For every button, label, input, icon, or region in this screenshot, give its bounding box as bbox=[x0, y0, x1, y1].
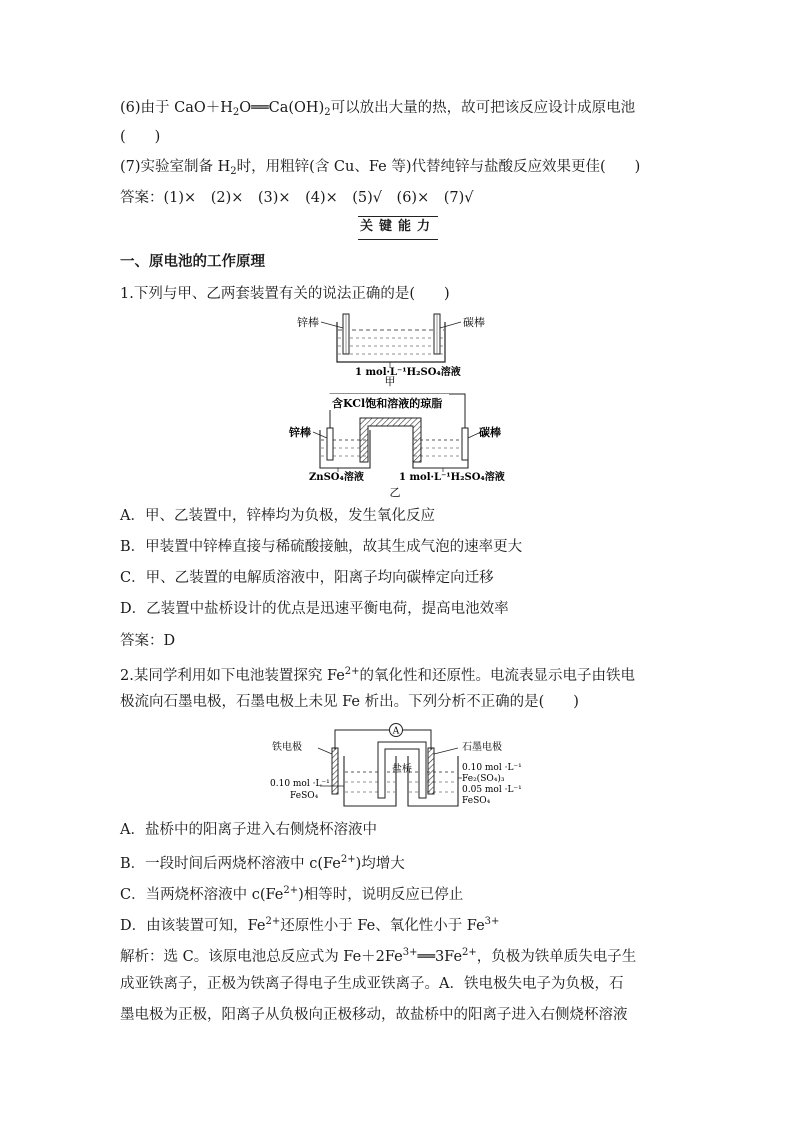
q1-option-a: A．甲、乙装置中，锌棒均为负极，发生氧化反应 bbox=[120, 508, 435, 524]
question-7-line: (7)实验室制备 $H_2$时，用粗锌(含 Cu、Fe 等)代替纯锌与盐酸反应效果更佳( ) bbox=[120, 159, 641, 177]
q2-right-conc2: 0.05 mol ·L⁻¹ bbox=[462, 785, 522, 795]
q2-left-electrode: 铁电极 bbox=[272, 742, 302, 753]
q2-option-b: B．一段时间后两烧杯溶液中 $c(Fe^{2+})$均增大 bbox=[120, 854, 405, 872]
jia-right-label: 碳棒 bbox=[463, 316, 485, 329]
yi-right-label: 碳棒 bbox=[479, 426, 501, 439]
q2-explanation-line2: 成亚铁离子，正极为铁离子得电子生成亚铁离子。A．铁电极失电子为负极，石 bbox=[120, 976, 624, 992]
q2-option-a: A．盐桥中的阳离子进入右侧烧杯溶液中 bbox=[120, 822, 377, 838]
question-6-line: (6)由于 $CaO+H_2O══Ca(OH)_2$可以放出大量的热，故可把该反应设计成原电池 bbox=[120, 100, 636, 118]
q1-answer: 答案：D bbox=[120, 633, 176, 649]
q2-bridge-label: 盐桥 bbox=[392, 764, 412, 775]
yi-caption: 乙 bbox=[389, 486, 401, 499]
q2-right-conc1: 0.10 mol ·L⁻¹ bbox=[462, 763, 522, 773]
yi-right-solution: 1 mol·L⁻¹H₂SO₄溶液 bbox=[399, 472, 505, 483]
jia-left-label: 锌棒 bbox=[297, 316, 319, 329]
q2-option-c: C．当两烧杯溶液中 $c(Fe^{2+})$相等时，说明反应已停止 bbox=[120, 885, 464, 903]
figure-yi bbox=[283, 388, 508, 500]
answers-line: 答案：(1)× (2)× (3)× (4)× (5)√ (6)× (7)√ bbox=[120, 190, 474, 206]
q2-right-solute2: FeSO₄ bbox=[462, 796, 491, 806]
q2-option-d: D．由该装置可知，$Fe^{2+}$还原性小于 Fe、氧化性小于 $Fe^{3+}$ bbox=[120, 916, 500, 934]
q2-explanation-line1: 解析：选 C。该原电池总反应式为 $Fe+2Fe^{3+}══3Fe^{2+}$，负极为铁单质失电子生 bbox=[120, 947, 637, 965]
q2-left-conc: 0.10 mol ·L⁻¹ bbox=[270, 779, 330, 789]
q2-stem-line2: 极流向石墨电极，石墨电极上未见 Fe 析出。下列分析不正确的是( ) bbox=[120, 694, 579, 710]
q1-option-c: C．甲、乙装置的电解质溶液中，阳离子均向碳棒定向迁移 bbox=[120, 570, 494, 586]
q2-explanation-line3: 墨电极为正极，阳离子从负极向正极移动，故盐桥中的阳离子进入右侧烧杯溶液 bbox=[120, 1007, 628, 1023]
yi-left-label: 锌棒 bbox=[289, 426, 311, 439]
q2-right-electrode: 石墨电极 bbox=[462, 742, 502, 753]
q2-left-solute: FeSO₄ bbox=[290, 791, 319, 801]
section-heading-box bbox=[358, 216, 438, 240]
section-heading: 关键能力 bbox=[359, 219, 436, 234]
q2-figure bbox=[268, 720, 538, 812]
q2-right-solute1: Fe₂(SO₄)₃ bbox=[462, 774, 505, 784]
yi-left-solution: ZnSO₄溶液 bbox=[309, 472, 364, 483]
jia-solution-label: 1 mol·L⁻¹H₂SO₄溶液 bbox=[355, 367, 461, 378]
section-title: 一、原电池的工作原理 bbox=[120, 253, 265, 270]
q1-stem: 1.下列与甲、乙两套装置有关的说法正确的是( ) bbox=[120, 286, 450, 302]
yi-bridge-label: 含KCl饱和溶液的琼脂 bbox=[332, 397, 443, 410]
ammeter-icon: A bbox=[392, 726, 400, 737]
jia-caption: 甲 bbox=[384, 375, 396, 387]
q1-option-d: D．乙装置中盐桥设计的优点是迅速平衡电荷，提高电池效率 bbox=[120, 601, 509, 617]
q2-stem-line1: 2.某同学利用如下电池装置探究 $Fe^{2+}$的氧化性和还原性。电流表显示电子由铁电 bbox=[120, 666, 636, 684]
q1-option-b: B．甲装置中锌棒直接与稀硫酸接触，故其生成气泡的速率更大 bbox=[120, 539, 523, 555]
figure-jia bbox=[295, 312, 505, 387]
question-6-paren: ( ) bbox=[120, 129, 161, 145]
